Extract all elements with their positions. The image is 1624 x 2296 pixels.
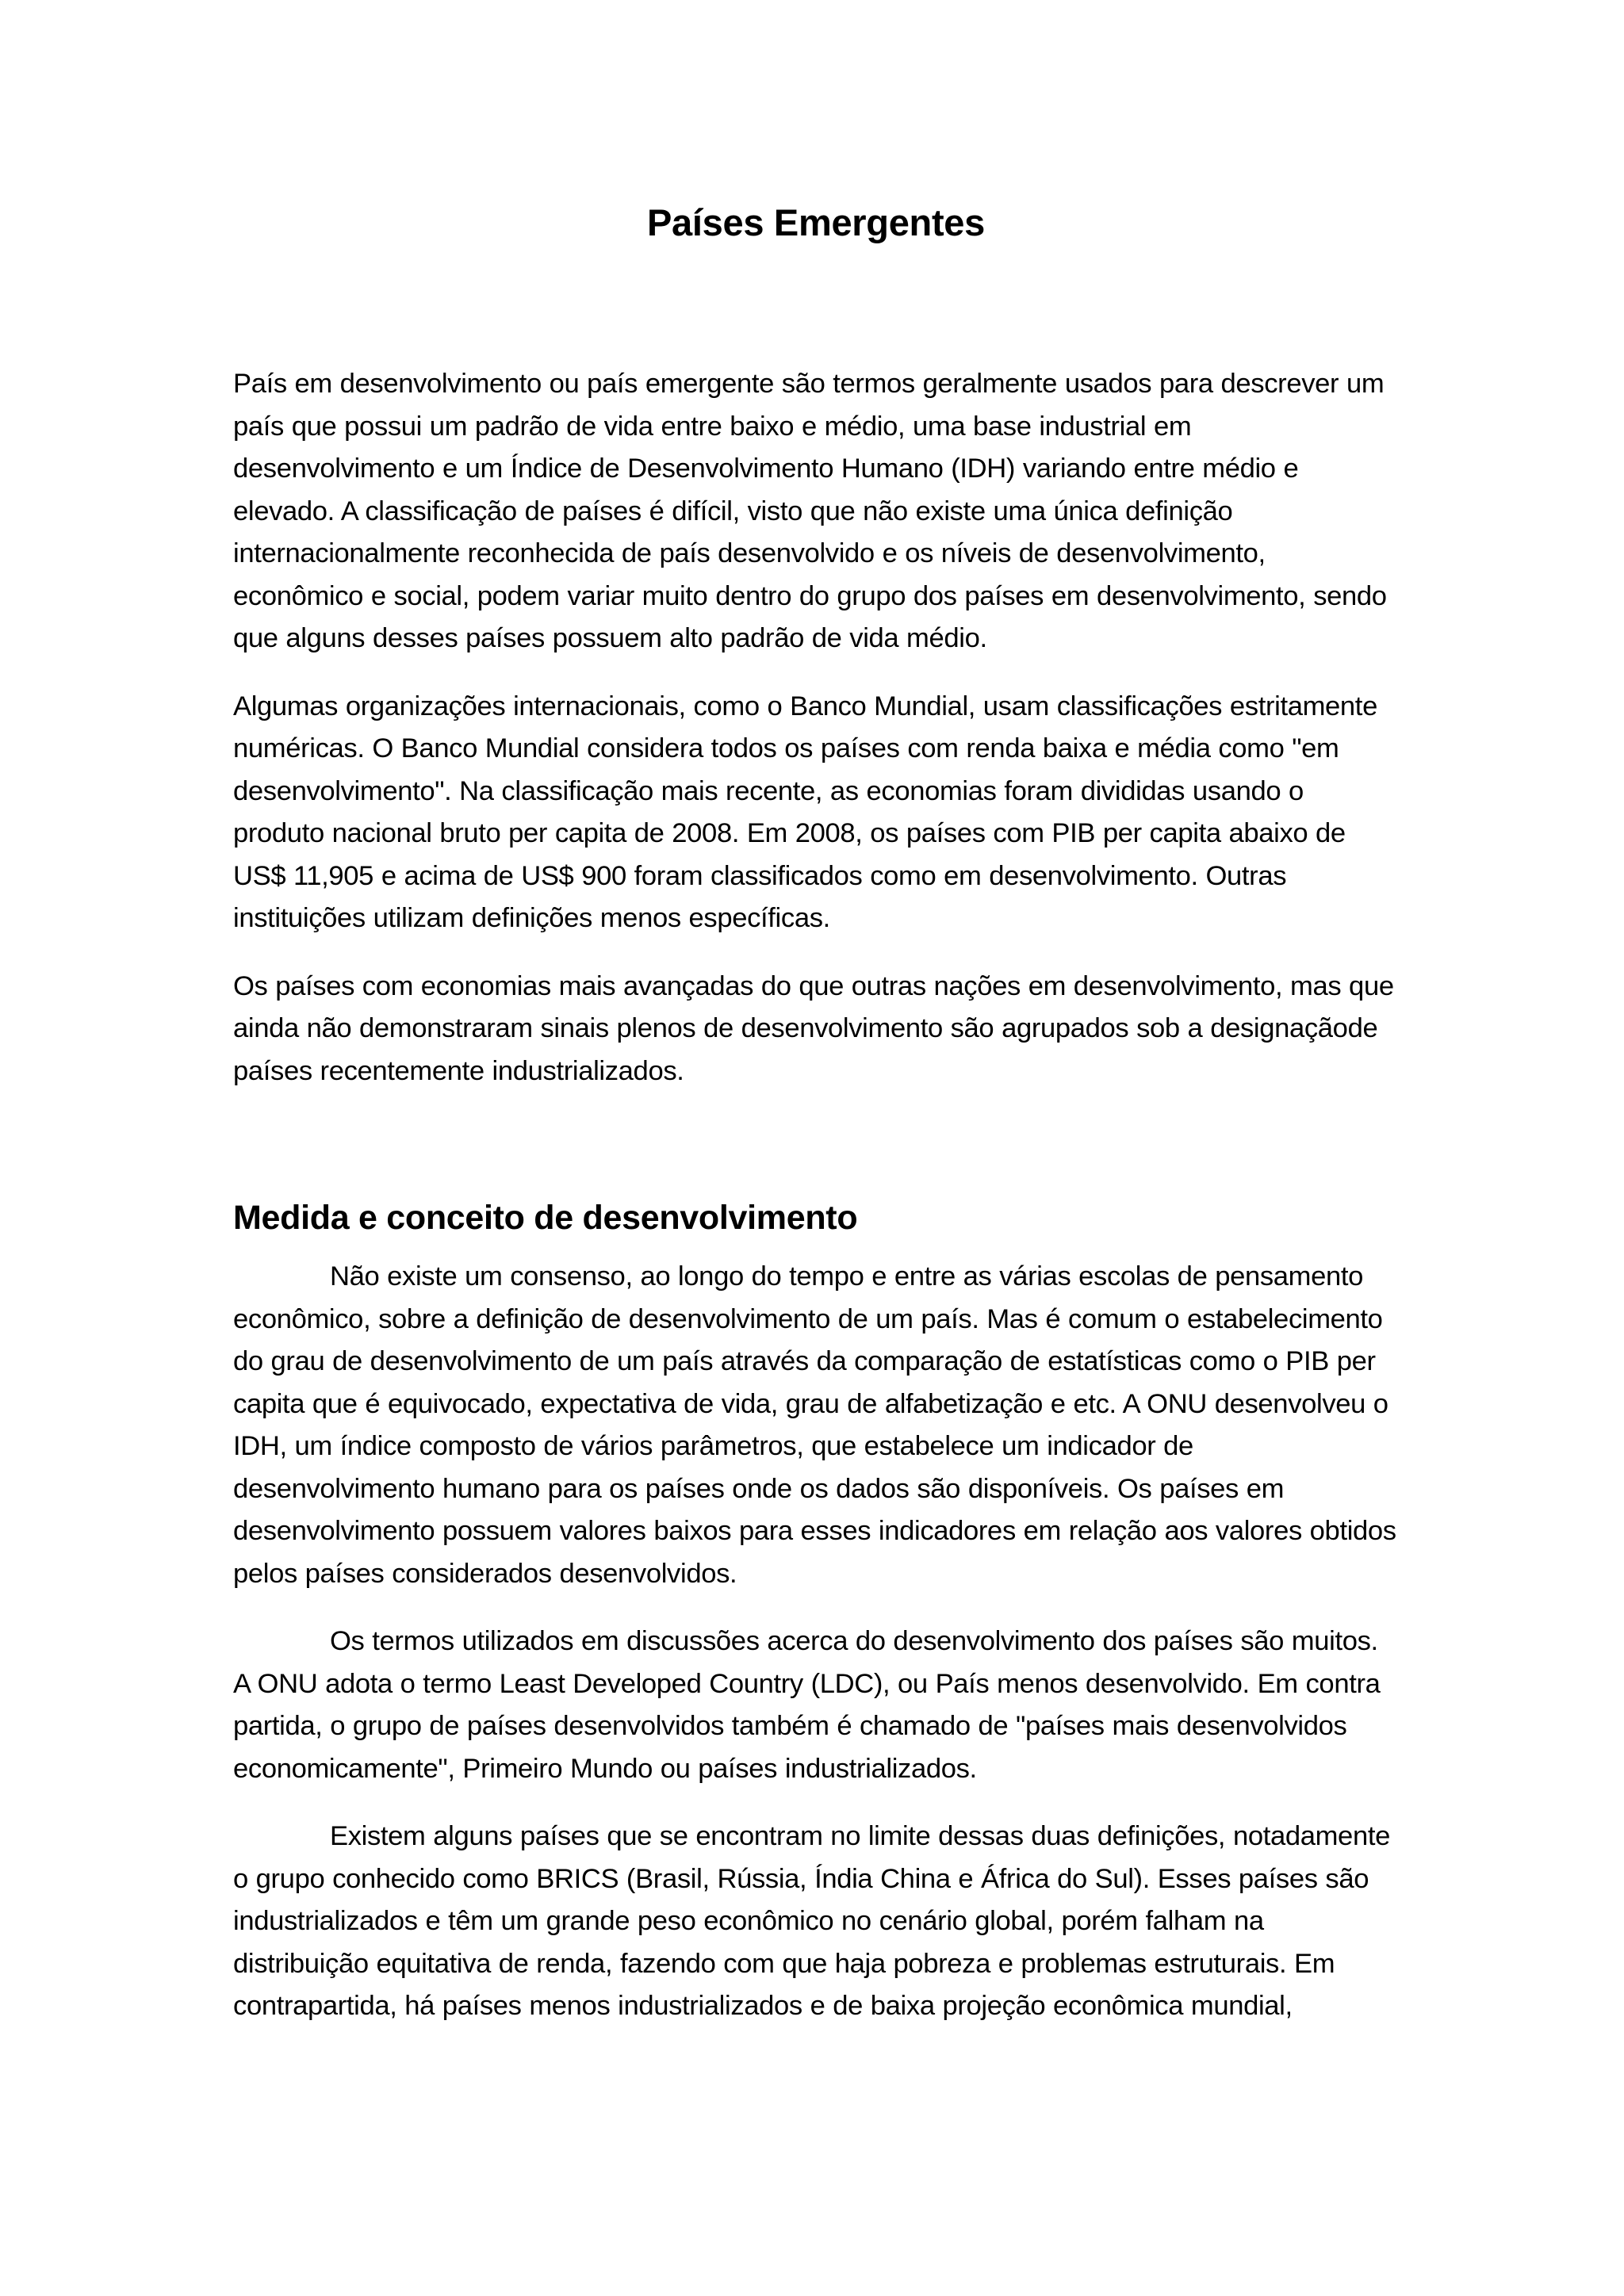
section-paragraph: Não existe um consenso, ao longo do tempo e entre as várias escolas de pensamento econômico, sobre a definição de desenvolvimento de um país. Mas é comum o estabelecimento do grau de desenvolvimento de um país através da comparação de estatísticas como o PIB per capita que é equivocado, expectativa de vida, grau de alfabetização e etc. A ONU desenvolveu o IDH, um índice composto de vários parâmetros, que estabelece um indicador de desenvolvimento humano para os países onde os dados são disponíveis. Os países em desenvolvimento possuem valores baixos para esses indicadores em relação aos valores obtidos pelos países considerados desenvolvidos. bbox=[233, 1261, 1396, 1589]
section-paragraph: Existem alguns países que se encontram no limite dessas duas definições, notadamente o grupo conhecido como BRICS (Brasil, Rússia, Índia China e África do Sul). Esses países são industrializados e têm um grande peso econômico no cenário global, porém falham na distribuição equitativa de renda, fazendo com que haja pobreza e problemas estruturais. Em contrapartida, há países menos industrializados e de baixa projeção econômica mundial, bbox=[233, 1821, 1390, 2021]
section-heading: Medida e conceito de desenvolvimento bbox=[233, 1199, 858, 1237]
section-paragraph: Os termos utilizados em discussões acerca do desenvolvimento dos países são muitos. A ONU adota o termo Least Developed Country (LDC), ou País menos desenvolvido. Em contra partida, o grupo de países desenvolvidos também é chamado de "países mais desenvolvidos economicamente", Primeiro Mundo ou países industrializados. bbox=[233, 1626, 1381, 1784]
intro-paragraph: País em desenvolvimento ou país emergente são termos geralmente usados para descrever um país que possui um padrão de vida entre baixo e médio, uma base industrial em desenvolvimento e um Índice de Desenvolvimento Humano (IDH) variando entre médio e elevado. A classificação de países é difícil, visto que não existe uma única definição internacionalmente reconhecida de país desenvolvido e os níveis de desenvolvimento, econômico e social, podem variar muito dentro do grupo dos países em desenvolvimento, sendo que alguns desses países possuem alto padrão de vida médio. bbox=[233, 369, 1387, 653]
intro-section bbox=[233, 363, 1399, 1093]
document-title: Países Emergentes bbox=[647, 201, 985, 243]
intro-paragraph: Algumas organizações internacionais, como o Banco Mundial, usam classificações estritamente numéricas. O Banco Mundial considera todos os países com renda baixa e média como "em desenvolvimento". Na classificação mais recente, as economias foram divididas usando o produto nacional bruto per capita de 2008. Em 2008, os países com PIB per capita abaixo de US$ 11,905 e acima de US$ 900 foram classificados como em desenvolvimento. Outras instituições utilizam definições menos específicas. bbox=[233, 691, 1377, 933]
document-body bbox=[233, 195, 1399, 2028]
development-section bbox=[233, 1256, 1399, 2028]
intro-paragraph: Os países com economias mais avançadas do que outras nações em desenvolvimento, mas que ainda não demonstraram sinais plenos de desenvolvimento são agrupados sob a designaçãode países recentemente industrializados. bbox=[233, 970, 1394, 1086]
